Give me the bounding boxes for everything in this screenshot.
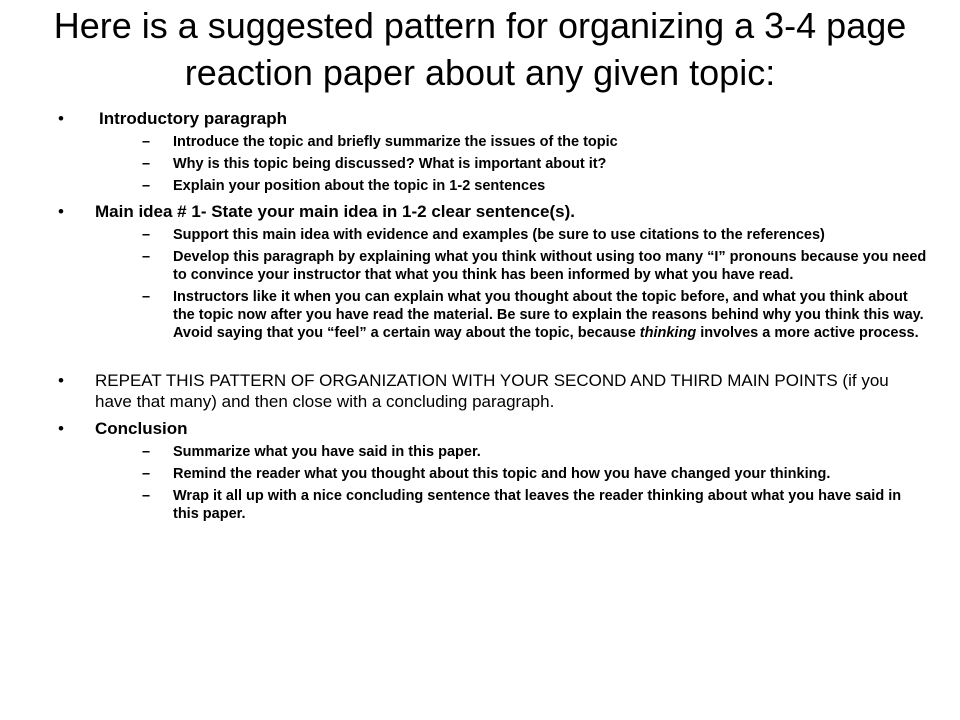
sub-item (95, 155, 930, 173)
sub-item (95, 248, 930, 284)
bullet-introductory-paragraph (58, 108, 930, 195)
dash-marker: – (142, 466, 151, 482)
dash-marker: – (142, 289, 151, 305)
bullet-main-idea (58, 201, 930, 342)
sub-item-text: Summarize what you have said in this paper. (173, 444, 481, 460)
sub-item-text: Why is this topic being discussed? What is important about it? (173, 156, 607, 172)
sub-item-text: Remind the reader what you thought about this topic and how you have changed your thinking. (173, 466, 831, 482)
sub-item-text: Support this main idea with evidence and examples (be sure to use citations to the references) (173, 227, 825, 243)
dash-marker: – (142, 249, 151, 265)
sub-item-text: Wrap it all up with a nice concluding sentence that leaves the reader thinking about what you have said in this paper. (173, 488, 902, 522)
bullet-heading: Main idea # 1- State your main idea in 1-2 clear sentence(s). (95, 202, 575, 221)
sub-item-text: Develop this paragraph by explaining what you think without using too many “I” pronouns because you need to convince your instructor that what you think has been informed by what you have read. (173, 249, 927, 283)
sub-list (95, 443, 930, 523)
bullet-marker: • (58, 419, 64, 438)
dash-marker: – (142, 178, 151, 194)
bullet-heading: Conclusion (95, 419, 188, 438)
sub-list (95, 133, 930, 195)
sub-item (95, 487, 930, 523)
slide-body (58, 106, 930, 523)
bullet-marker: • (58, 202, 64, 221)
bullet-repeat-pattern (58, 370, 930, 412)
bullet-marker: • (58, 371, 64, 390)
sub-item-text-part: Instructors like it when you can explain what you thought about the topic before, and what you think about the topic now after you have read the material. Be sure to explain the reasons behind why you think this way. Avoid saying that you “feel” a certain way about the topic, because (173, 289, 924, 341)
slide-title: Here is a suggested pattern for organizing a 3-4 page reaction paper about any given topic: (53, 5, 907, 93)
sub-item-text-part: involves a more active process. (696, 325, 919, 341)
sub-item (95, 226, 930, 244)
bullet-marker: • (58, 109, 64, 128)
sub-item-text: Explain your position about the topic in 1-2 sentences (173, 178, 546, 194)
sub-list (95, 226, 930, 342)
sub-item (95, 133, 930, 151)
dash-marker: – (142, 227, 151, 243)
sub-item (95, 288, 930, 342)
emphasized-word: thinking (639, 325, 697, 341)
sub-item (95, 465, 930, 483)
bullet-conclusion (58, 418, 930, 523)
sub-item (95, 177, 930, 195)
dash-marker: – (142, 156, 151, 172)
bullet-heading: REPEAT THIS PATTERN OF ORGANIZATION WITH YOUR SECOND AND THIRD MAIN POINTS (if you have that many) and then close with a concluding paragraph. (95, 371, 889, 411)
dash-marker: – (142, 488, 151, 504)
bullet-heading: Introductory paragraph (99, 109, 287, 128)
sub-item-text: Introduce the topic and briefly summarize the issues of the topic (173, 134, 618, 150)
sub-item (95, 443, 930, 461)
dash-marker: – (142, 134, 151, 150)
dash-marker: – (142, 444, 151, 460)
